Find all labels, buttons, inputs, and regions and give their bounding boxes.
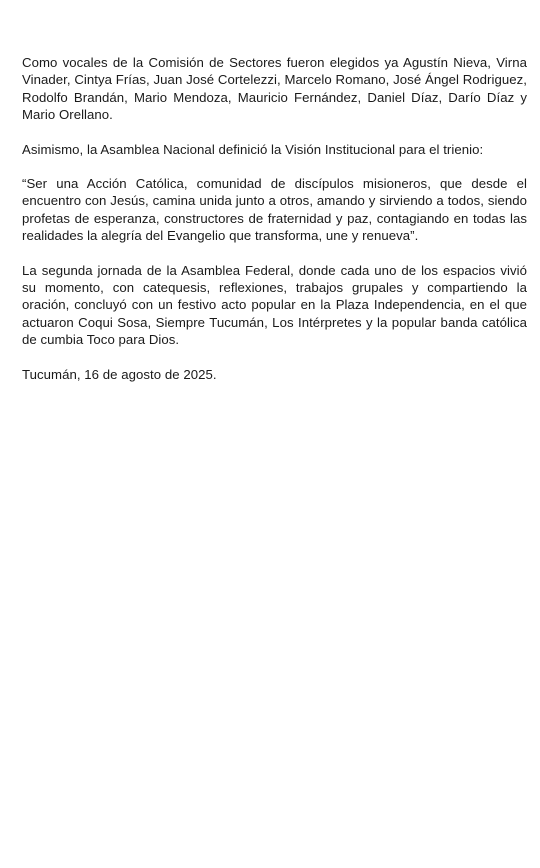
- paragraph-date-place: Tucumán, 16 de agosto de 2025.: [22, 366, 217, 382]
- paragraph-vision-intro: Asimismo, la Asamblea Nacional definició la Visión Institucional para el trienio:: [22, 141, 484, 157]
- paragraph-vision-quote: “Ser una Acción Católica, comunidad de discípulos misioneros, que desde el encuentro con Jesús, camina unida junto a otros, amando y sirviendo a todos, siendo profetas de esperanza, constructores de fraternidad y paz, contagiando en todas las realidades la alegría del Evangelio que transforma, une y renueva”.: [22, 176, 527, 244]
- paragraph-segunda-jornada: La segunda jornada de la Asamblea Federal, donde cada uno de los espacios vivió su momento, con catequesis, reflexiones, trabajos grupales y compartiendo la oración, concluyó con un festivo acto popular en la Plaza Independencia, en el que actuaron Coqui Sosa, Siempre Tucumán, Los Intérpretes y la popular banda católica de cumbia Toco para Dios.: [22, 262, 527, 348]
- paragraph-vocales: Como vocales de la Comisión de Sectores fueron elegidos ya Agustín Nieva, Virna Vinader, Cintya Frías, Juan José Cortelezzi, Marcelo Romano, José Ángel Rodriguez, Rodolfo Brandán, Mario Mendoza, Mauricio Fernández, Daniel Díaz, Darío Díaz y Mario Orellano.: [22, 55, 527, 123]
- document-page: [22, 54, 527, 383]
